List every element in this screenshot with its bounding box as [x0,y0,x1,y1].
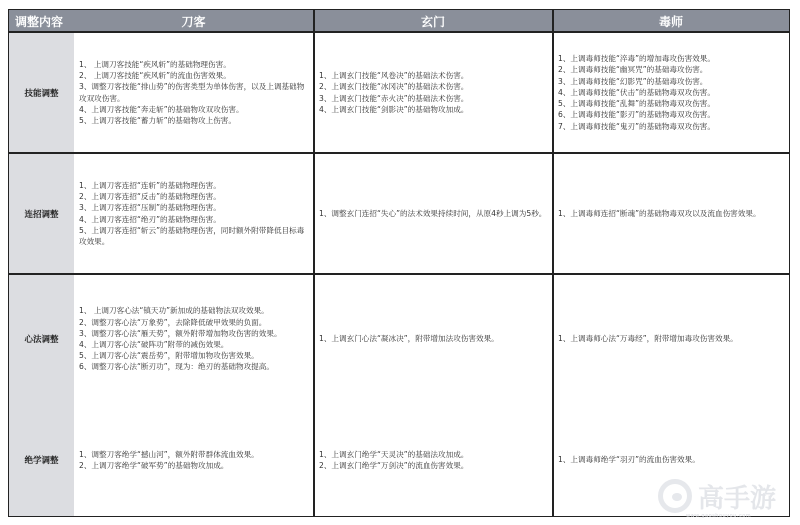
list-item: 1、上调刀客连招“连斩”的基础物理伤害。 [79,180,221,190]
cell-combo-xuanmen [315,153,552,274]
list-item: 1、 上调刀客技能“疾风斩”的基础物理伤害。 [79,59,231,69]
list-item: 1、上调玄门技能“风卷决”的基础法术伤害。 [319,71,469,81]
header-adjust-content: 调整内容 [9,10,74,32]
list-item: 1、上调毒师绝学“羽刃”的流血伤害效果。 [558,455,700,465]
cell-skill-xuanmen [315,32,552,153]
list-item: 3、上调刀客连招“压制”的基础物理伤害。 [79,203,221,213]
list-item: 2、 上调刀客技能“疾风斩”的流血伤害效果。 [79,71,231,81]
cell-combo-dushi [554,153,789,274]
watermark-text: 高手游 [698,483,777,514]
list-item: 5、上调刀客心法“震岳势”，附带增加物攻伤害效果。 [79,351,259,361]
column-divider [313,10,315,516]
list-item: 1、 上调刀客心法“镇天功”新加成的基础物法双攻效果。 [79,306,269,316]
list-item: 5、上调毒师技能“乱舞”的基础物毒双攻伤害。 [558,99,715,109]
list-item: 5、上调刀客技能“蓄力斩”的基础物攻上伤害。 [79,115,236,125]
list-item: 6、调整刀客心法“断刃功”，现为：绝刃的基础物攻提高。 [79,362,274,372]
row-divider [9,273,789,275]
list-item: 3、调整刀客技能“排山势”的伤害类型为单体伤害，以及上调基础物攻双攻伤害。 [79,82,305,103]
balance-adjustment-table [8,9,790,517]
row-label-juexue: 绝学调整 [9,404,74,516]
list-item: 1、调整刀客绝学“撼山河”，额外附带群体流血效果。 [79,449,259,459]
header-xuanmen: 玄门 [314,10,552,32]
row-label-combo: 连招调整 [9,153,74,274]
list-item: 4、上调玄门技能“剑影决”的基础物攻加成。 [319,104,469,114]
list-item: 2、上调毒师技能“幽冥咒”的基础毒攻伤害。 [558,65,708,75]
list-item: 2、上调玄门技能“冰冈决”的基础法术伤害。 [319,82,469,92]
list-item: 1、上调玄门绝学“天灵决”的基础法攻加成。 [319,449,469,459]
cell-xinfa-daoke [75,274,313,404]
list-item: 2、上调刀客绝学“破军势”的基础物攻加成。 [79,461,229,470]
list-item: 7、上调毒师技能“鬼刃”的基础物毒双攻伤害。 [558,121,715,131]
list-item: 4、上调刀客连招“绝刃”的基础物理伤害。 [79,214,221,224]
list-item: 3、上调玄门技能“赤火决”的基础法术伤害。 [319,93,469,103]
cell-juexue-xuanmen [315,404,552,516]
watermark-url: www.gaoshouyou.com [686,513,752,519]
list-item: 4、上调刀客技能“奔走斩”的基础物攻双攻伤害。 [79,104,244,114]
list-item: 1、上调玄门心法“凝冰决”，附带增加法攻伤害效果。 [319,334,499,344]
cell-juexue-daoke [75,404,313,516]
list-item: 1、上调毒师连招“断魂”的基础物毒双攻以及流血伤害效果。 [558,208,761,218]
list-item: 2、上调玄门绝学“万剑决”的流血伤害效果。 [319,461,469,470]
list-item: 4、上调毒师技能“伏击”的基础物毒双攻伤害。 [558,87,715,97]
list-item: 1、上调毒师心法“万毒经”，附带增加毒攻伤害效果。 [558,334,738,344]
header-divider [9,31,789,33]
cell-xinfa-xuanmen [315,274,552,404]
header-dushi: 毒师 [553,10,789,32]
column-divider [552,10,554,516]
cell-xinfa-dushi [554,274,789,404]
header-daoke: 刀客 [74,10,313,32]
list-item: 3、调整刀客心法“雁天势”，额外附带增加物攻伤害的效果。 [79,328,282,338]
row-label-skill: 技能调整 [9,32,74,153]
list-item: 4、上调刀客心法“破阵功”附带的减伤效果。 [79,340,229,349]
list-item: 2、调整刀客心法“万象势”，去除降低破甲效果的负面。 [79,317,267,327]
list-item: 5、上调刀客连招“斩云”的基础物理伤害，同时额外附带降低目标毒攻效果。 [79,225,305,246]
list-item: 6、上调毒师技能“影刃”的基础物毒双攻伤害。 [558,110,715,120]
list-item: 2、上调刀客连招“反击”的基础物理伤害。 [79,192,221,202]
cell-skill-dushi [554,32,789,153]
row-label-xinfa: 心法调整 [9,274,74,404]
list-item: 1、上调毒师技能“淬毒”的增加毒攻伤害效果。 [558,54,715,64]
row-divider [9,152,789,154]
cell-skill-daoke [75,32,313,153]
g-logo-icon [658,479,692,513]
watermark-logo [658,473,788,519]
list-item: 3、上调毒师技能“幻影咒”的基础毒攻伤害。 [558,76,708,86]
list-item: 1、调整玄门连招“失心”的法术效果持续时间，从原4秒上调为5秒。 [319,208,547,218]
cell-combo-daoke [75,153,313,274]
